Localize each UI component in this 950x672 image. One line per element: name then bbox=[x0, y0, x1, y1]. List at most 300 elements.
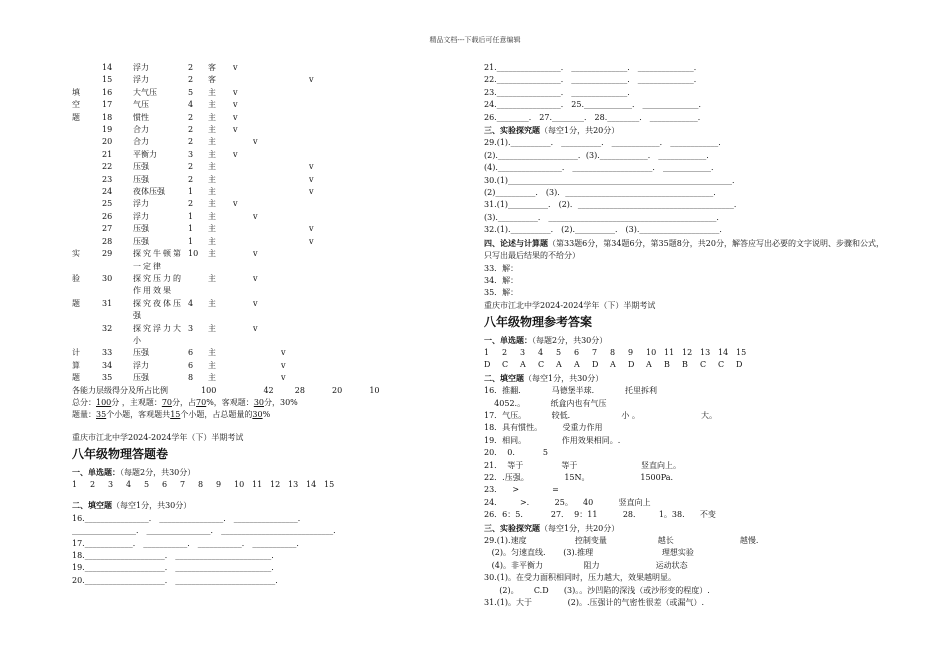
fill-line[interactable]: 24.________________． 25.____________． ______________． bbox=[484, 100, 707, 110]
answer-line: 18．具有惯性。 受重力作用 bbox=[484, 423, 603, 433]
spec-cell-num: 16 bbox=[102, 87, 113, 97]
spec-cell-pts: 2 bbox=[188, 75, 194, 85]
objective-pct: 30 bbox=[252, 410, 263, 420]
spec-cell-num: 14 bbox=[102, 63, 113, 72]
ratio-val: 42 bbox=[263, 385, 274, 395]
spec-mark-cell bbox=[233, 211, 253, 223]
answer-line: (2)。 C.D (3)。。沙凹陷的深浅（或沙形变的程度）. bbox=[484, 585, 710, 595]
spec-cell-item: 探究浮力大小 bbox=[133, 323, 183, 345]
spec-mark-cell bbox=[233, 360, 253, 372]
spec-cell-sec bbox=[72, 198, 102, 210]
exp-line[interactable]: 30.(1)________________________________________________________． bbox=[484, 175, 741, 185]
spec-cell-lvl: 主 bbox=[208, 100, 216, 110]
ratio-label: 各能力层级得分及所占比例 bbox=[72, 385, 168, 395]
spec-mark-cell: v bbox=[253, 323, 258, 333]
text: 题量： bbox=[72, 410, 96, 420]
spec-cell-pts: 2 bbox=[188, 199, 194, 209]
spec-mark-cell: v bbox=[281, 373, 286, 383]
spec-cell-num: 24 bbox=[102, 187, 113, 197]
mc-number: 4 bbox=[126, 480, 132, 489]
fill-line[interactable]: 17.____________． ___________． ___________． ___________． bbox=[72, 538, 305, 548]
spec-cell-num: 32 bbox=[102, 323, 113, 333]
spec-cell-num: 18 bbox=[102, 112, 113, 122]
mc-number: 8 bbox=[610, 347, 616, 357]
mc-answer: A bbox=[646, 360, 652, 370]
page-header: 精品文档---下载后可任意编辑 bbox=[429, 36, 521, 44]
spec-mark-cell: v bbox=[309, 224, 314, 234]
spec-row bbox=[72, 112, 339, 124]
spec-mark-cell bbox=[233, 298, 253, 323]
mc-answer: D bbox=[736, 360, 743, 370]
spec-cell-lvl: 主 bbox=[208, 298, 216, 308]
mc-answer: A bbox=[574, 360, 580, 370]
spec-row bbox=[72, 99, 339, 111]
spec-mark-cell bbox=[233, 223, 253, 235]
spec-mark-cell: v bbox=[309, 187, 314, 197]
spec-mark-cell bbox=[233, 136, 253, 148]
ratio-val: 100 bbox=[201, 385, 217, 395]
spec-cell-lvl: 主 bbox=[208, 125, 216, 135]
mc-number: 14 bbox=[718, 347, 729, 357]
spec-cell-lvl: 主 bbox=[208, 187, 216, 197]
spec-mark-cell bbox=[281, 74, 309, 86]
spec-cell-num: 31 bbox=[102, 298, 113, 308]
ratio-row bbox=[72, 385, 402, 397]
spec-mark-cell bbox=[309, 112, 339, 124]
answer-line: 24． >. 25。 40 竖直向上 bbox=[484, 497, 651, 507]
spec-cell-num: 25 bbox=[102, 199, 113, 209]
right-column bbox=[484, 62, 884, 609]
spec-mark-cell: v bbox=[309, 75, 314, 85]
mc-number: 3 bbox=[520, 347, 526, 357]
text: 分 ，主观题： bbox=[111, 397, 162, 407]
mc-number-row bbox=[72, 479, 402, 491]
answer-line: 26．6：5. 27． 9：11 28． 1。38. 不变 bbox=[484, 510, 716, 520]
spec-mark-cell bbox=[253, 99, 281, 111]
spec-mark-cell bbox=[309, 372, 339, 384]
exp-heading bbox=[484, 124, 884, 137]
spec-mark-cell: v bbox=[253, 249, 258, 259]
spec-row bbox=[72, 124, 339, 136]
spec-cell-sec bbox=[72, 174, 102, 186]
spec-row bbox=[72, 186, 339, 198]
spec-cell-item: 大气压 bbox=[133, 87, 157, 97]
mc-number: 6 bbox=[162, 480, 168, 489]
spec-cell-item: 探究压力的作用效果 bbox=[133, 273, 183, 296]
answer-line: (4)。非平衡力 阻力 运动状态 bbox=[484, 560, 688, 570]
note: （每空1分，共30分） bbox=[524, 373, 604, 383]
spec-cell-pts: 4 bbox=[188, 100, 194, 110]
spec-mark-cell bbox=[253, 149, 281, 161]
exp-line[interactable]: (2)__________． (3)．_____________________________________． bbox=[484, 188, 722, 198]
mc-answer: D bbox=[628, 360, 635, 370]
spec-mark-cell bbox=[253, 223, 281, 235]
fill-line[interactable]: 23.________________． ______________． bbox=[484, 87, 636, 97]
text: %，客观题： bbox=[206, 397, 254, 407]
spec-cell-lvl: 主 bbox=[208, 87, 216, 97]
spec-cell-sec: 题 bbox=[72, 298, 80, 308]
spec-cell-num: 17 bbox=[102, 100, 113, 110]
spec-mark-cell: v bbox=[281, 360, 286, 370]
heading: 四、论述与计算题 bbox=[484, 237, 548, 248]
spec-row bbox=[72, 62, 339, 74]
heading: 三、实验探究题 bbox=[484, 522, 540, 533]
spec-mark-cell bbox=[253, 74, 281, 86]
spec-cell-item: 压强 bbox=[133, 348, 149, 358]
fill-line[interactable]: 18.____________________． ________________________． bbox=[72, 551, 280, 561]
text: 分，30% bbox=[264, 397, 298, 407]
mc-number: 15 bbox=[736, 347, 747, 357]
spec-cell-lvl: 客 bbox=[208, 75, 216, 85]
mc-answer: B bbox=[682, 360, 688, 370]
spec-mark-cell bbox=[233, 323, 253, 348]
spec-mark-cell bbox=[281, 62, 309, 74]
spec-cell-item: 合力 bbox=[133, 125, 149, 135]
spec-cell-pts: 3 bbox=[188, 323, 194, 333]
spec-cell-item: 探究夜体压强 bbox=[133, 298, 183, 321]
spec-mark-cell: v bbox=[233, 149, 238, 159]
answer-line: 23． > = bbox=[484, 485, 559, 495]
ratio-val: 20 bbox=[332, 385, 343, 395]
answer-line: 4052.。 纸盒内也有气压 bbox=[484, 398, 607, 408]
spec-cell-lvl: 主 bbox=[208, 224, 216, 234]
note: （第33题6分，第34题6分，第35题8分，共20分，解答应写出必要的文字说明、步骤和公式，只写出最后结果的不给分） bbox=[484, 238, 884, 261]
spec-cell-pts bbox=[188, 273, 208, 298]
spec-row bbox=[72, 87, 339, 99]
spec-mark-cell bbox=[233, 236, 253, 248]
spec-cell-lvl: 主 bbox=[208, 323, 216, 333]
answer-key-title: 八年级物理参考答案 bbox=[484, 315, 593, 330]
fill-line[interactable]: 21.________________． ______________． ______________． bbox=[484, 63, 702, 72]
spec-cell-item: 夜体压强 bbox=[133, 187, 165, 197]
spec-cell-sec bbox=[72, 74, 102, 86]
spec-cell-lvl: 主 bbox=[208, 236, 216, 246]
total-line bbox=[72, 397, 402, 409]
spec-mark-cell bbox=[309, 87, 339, 99]
spec-row bbox=[72, 223, 339, 235]
spec-mark-cell: v bbox=[233, 199, 238, 209]
spec-mark-cell bbox=[309, 360, 339, 372]
count-line bbox=[72, 409, 402, 421]
mc-number: 1 bbox=[484, 347, 490, 357]
spec-cell-sec bbox=[72, 161, 102, 173]
spec-table bbox=[72, 62, 339, 385]
spec-row bbox=[72, 149, 339, 161]
spec-mark-cell: v bbox=[233, 63, 238, 72]
spec-row bbox=[72, 273, 339, 298]
spec-mark-cell bbox=[253, 124, 281, 136]
spec-cell-item: 浮力 bbox=[133, 63, 149, 72]
spec-cell-num: 22 bbox=[102, 162, 113, 172]
spec-cell-pts: 2 bbox=[188, 63, 194, 72]
text: 总分： bbox=[72, 397, 96, 407]
fill-line[interactable]: 19.____________________． ________________________． bbox=[72, 563, 280, 573]
mc-number: 7 bbox=[180, 480, 186, 489]
spec-mark-cell bbox=[281, 149, 309, 161]
spec-cell-item: 气压 bbox=[133, 100, 149, 110]
spec-cell-num: 21 bbox=[102, 149, 113, 159]
fill-line[interactable]: 16.________________． ________________． ________________． bbox=[72, 513, 306, 523]
spec-mark-cell bbox=[309, 124, 339, 136]
calc-line[interactable]: 34．解： bbox=[484, 275, 519, 285]
answer-line: 30.(1)。在受力面积相同时，压力越大，效果越明显。 bbox=[484, 573, 677, 583]
heading: 二、填空题 bbox=[484, 372, 524, 383]
fill-line[interactable]: 20.____________________． _________________________． bbox=[72, 575, 284, 585]
spec-cell-lvl: 主 bbox=[208, 211, 216, 221]
spec-row bbox=[72, 323, 339, 348]
spec-mark-cell bbox=[253, 186, 281, 198]
mc-number: 8 bbox=[198, 480, 204, 489]
spec-mark-cell bbox=[253, 112, 281, 124]
exp-line[interactable]: 31.(1)__________． (2)．_______________________________________． bbox=[484, 200, 742, 210]
ratio-val: 28 bbox=[294, 385, 305, 395]
spec-cell-sec: 题 bbox=[72, 373, 80, 383]
spec-cell-sec: 算 bbox=[72, 360, 80, 370]
spec-cell-sec bbox=[72, 211, 102, 223]
spec-cell-sec bbox=[72, 149, 102, 161]
mc-number: 2 bbox=[90, 480, 96, 489]
mc-number: 11 bbox=[664, 347, 675, 357]
heading: 二、填空题 bbox=[72, 500, 112, 511]
spec-mark-cell: v bbox=[233, 100, 238, 110]
spec-cell-sec: 实 bbox=[72, 249, 80, 259]
spec-mark-cell: v bbox=[233, 112, 238, 122]
note: （每空1分，共30分） bbox=[112, 501, 192, 511]
spec-cell-item: 探究牛顿第一定律 bbox=[133, 249, 183, 271]
answer-sheet-title: 八年级物理答题卷 bbox=[72, 447, 169, 462]
mc-heading bbox=[72, 466, 402, 479]
spec-cell-num: 30 bbox=[102, 273, 113, 283]
spec-cell-pts: 4 bbox=[188, 298, 194, 308]
spec-mark-cell bbox=[281, 136, 309, 148]
text: 个小题，客观题共 bbox=[106, 410, 171, 420]
spec-cell-item: 平衡力 bbox=[133, 149, 157, 159]
spec-cell-pts: 6 bbox=[188, 360, 194, 370]
calc-heading bbox=[484, 237, 884, 263]
calc-line[interactable]: 33．解： bbox=[484, 263, 519, 273]
spec-mark-cell: v bbox=[253, 298, 258, 308]
answer-line: 21． 等于 等于 竖直向上。 bbox=[484, 460, 681, 470]
spec-mark-cell bbox=[281, 223, 309, 235]
heading: 一、单选题： bbox=[484, 334, 532, 345]
mc-number: 12 bbox=[682, 347, 693, 357]
spec-cell-num: 15 bbox=[102, 75, 113, 85]
spec-cell-pts: 2 bbox=[188, 125, 194, 135]
school-name: 重庆市江北中学2024-2024学年（下）半期考试 bbox=[484, 300, 656, 310]
calc-line[interactable]: 35．解： bbox=[484, 288, 519, 298]
spec-cell-pts: 2 bbox=[188, 162, 194, 172]
mc-answer: A bbox=[610, 360, 616, 370]
spec-cell-sec bbox=[72, 223, 102, 235]
spec-mark-cell bbox=[309, 198, 339, 210]
spec-cell-lvl: 主 bbox=[208, 373, 216, 383]
spec-mark-cell bbox=[309, 273, 339, 298]
exp-line[interactable]: (4).________________． ____________________． ____________． bbox=[484, 163, 719, 173]
spec-row bbox=[72, 161, 339, 173]
mc-number: 12 bbox=[270, 480, 281, 489]
fill-line[interactable]: ________________． ________________． ____________________________． bbox=[72, 526, 342, 536]
mc-number: 10 bbox=[646, 347, 657, 357]
spec-mark-cell bbox=[233, 74, 253, 86]
spec-mark-cell bbox=[281, 174, 309, 186]
spec-cell-pts: 6 bbox=[188, 348, 194, 358]
spec-row bbox=[72, 236, 339, 248]
spec-mark-cell bbox=[281, 124, 309, 136]
note: （每空1分，共20分） bbox=[540, 126, 620, 136]
spec-mark-cell bbox=[309, 211, 339, 223]
spec-mark-cell bbox=[253, 360, 281, 372]
spec-cell-pts: 8 bbox=[188, 373, 194, 383]
spec-cell-item: 压强 bbox=[133, 174, 149, 184]
spec-mark-cell bbox=[233, 372, 253, 384]
spec-cell-num: 34 bbox=[102, 360, 113, 370]
spec-cell-item: 浮力 bbox=[133, 75, 149, 85]
text: 分，占 bbox=[172, 397, 197, 407]
spec-mark-cell bbox=[253, 87, 281, 99]
text: % bbox=[262, 410, 271, 420]
spec-cell-lvl: 主 bbox=[208, 249, 216, 259]
spec-cell-item: 压强 bbox=[133, 373, 149, 383]
note: （每空1分，共20分） bbox=[540, 523, 620, 533]
spec-cell-lvl: 主 bbox=[208, 149, 216, 159]
mc-number: 13 bbox=[288, 480, 299, 489]
mc-number: 5 bbox=[556, 347, 562, 357]
subjective-score: 70 bbox=[161, 397, 173, 407]
spec-mark-cell bbox=[309, 99, 339, 111]
mc-number-row bbox=[484, 347, 884, 359]
spec-row bbox=[72, 211, 339, 223]
exp-line[interactable]: 29.(1).__________． __________． ____________． ____________． bbox=[484, 138, 727, 148]
exp-line[interactable]: (3).__________． __________________________________________． bbox=[484, 212, 725, 222]
note: （每题2分，共30分） bbox=[532, 335, 608, 345]
mc-number: 1 bbox=[72, 480, 78, 489]
spec-mark-cell bbox=[281, 99, 309, 111]
spec-cell-sec: 空 bbox=[72, 100, 80, 110]
spec-cell-pts: 2 bbox=[188, 137, 194, 147]
heading: 三、实验探究题 bbox=[484, 125, 540, 136]
spec-cell-num: 27 bbox=[102, 224, 113, 234]
mc-answer: B bbox=[664, 360, 670, 370]
subjective-pct: 70 bbox=[196, 397, 207, 407]
spec-cell-pts: 10 bbox=[188, 249, 199, 259]
spec-mark-cell: v bbox=[253, 137, 258, 147]
spec-mark-cell bbox=[253, 372, 281, 384]
spec-cell-num: 26 bbox=[102, 211, 113, 221]
spec-cell-pts: 5 bbox=[188, 87, 194, 97]
spec-row bbox=[72, 198, 339, 210]
mc-number: 10 bbox=[234, 480, 245, 489]
fill-line[interactable]: 26.________． 27.________． 28.________． ____________． bbox=[484, 112, 706, 122]
spec-cell-num: 20 bbox=[102, 137, 113, 147]
spec-row bbox=[72, 298, 339, 323]
fill-line[interactable]: 22.________________． ______________． ______________． bbox=[484, 75, 702, 85]
spec-cell-lvl: 主 bbox=[208, 273, 216, 283]
exp-heading bbox=[484, 522, 884, 535]
note: （每题2分，共30分） bbox=[120, 467, 196, 477]
spec-cell-lvl: 主 bbox=[208, 199, 216, 209]
spec-cell-pts: 2 bbox=[188, 174, 194, 184]
spec-mark-cell bbox=[309, 323, 339, 348]
spec-row bbox=[72, 372, 339, 384]
spec-cell-num: 33 bbox=[102, 348, 113, 358]
spec-cell-pts: 1 bbox=[188, 211, 194, 221]
mc-number: 7 bbox=[592, 347, 598, 357]
spec-mark-cell bbox=[233, 248, 253, 273]
spec-cell-item: 合力 bbox=[133, 137, 149, 147]
answer-line: (2)。匀速直线. (3).推理 理想实验 bbox=[484, 548, 694, 558]
spec-cell-sec bbox=[72, 236, 102, 248]
spec-mark-cell bbox=[309, 248, 339, 273]
spec-mark-cell: v bbox=[233, 87, 238, 97]
spec-cell-pts: 3 bbox=[188, 149, 194, 159]
spec-mark-cell: v bbox=[233, 125, 238, 135]
spec-mark-cell bbox=[281, 273, 309, 298]
spec-mark-cell bbox=[233, 174, 253, 186]
spec-mark-cell: v bbox=[309, 162, 314, 172]
spec-cell-lvl: 主 bbox=[208, 137, 216, 147]
answer-line: 20． 0. 5 bbox=[484, 448, 548, 458]
mc-number: 9 bbox=[628, 347, 634, 357]
text: 个小题，占总题量的 bbox=[180, 410, 253, 420]
spec-cell-lvl: 主 bbox=[208, 360, 216, 370]
mc-number: 9 bbox=[216, 480, 222, 489]
spec-cell-item: 压强 bbox=[133, 236, 149, 246]
mc-number: 15 bbox=[324, 480, 335, 489]
objective-score: 30 bbox=[253, 397, 264, 407]
mc-answer: D bbox=[484, 360, 491, 370]
spec-mark-cell bbox=[233, 273, 253, 298]
answer-line: 31.(1)。大于 (2)。.压强计的气密性很差（或漏气）. bbox=[484, 598, 705, 608]
spec-cell-item: 浮力 bbox=[133, 211, 149, 221]
mc-number: 3 bbox=[108, 480, 114, 489]
spec-mark-cell: v bbox=[253, 211, 258, 221]
spec-mark-cell bbox=[281, 87, 309, 99]
spec-cell-num: 23 bbox=[102, 174, 113, 184]
spec-mark-cell bbox=[253, 62, 281, 74]
spec-cell-num: 19 bbox=[102, 125, 113, 135]
answer-line: 22．.压强。 15N。 1500Pa. bbox=[484, 473, 674, 482]
spec-mark-cell bbox=[281, 248, 309, 273]
spec-row bbox=[72, 360, 339, 372]
spec-cell-pts: 2 bbox=[188, 112, 194, 122]
spec-row bbox=[72, 248, 339, 273]
fill-heading bbox=[484, 372, 884, 385]
mc-answer: C bbox=[502, 360, 509, 370]
mc-answer-row bbox=[484, 359, 884, 371]
mc-answer: A bbox=[520, 360, 526, 370]
spec-cell-item: 浮力 bbox=[133, 199, 149, 209]
spec-cell-sec: 计 bbox=[72, 348, 80, 358]
spec-cell-item: 惯性 bbox=[133, 112, 149, 122]
spec-mark-cell bbox=[281, 112, 309, 124]
spec-cell-lvl: 主 bbox=[208, 162, 216, 172]
spec-mark-cell bbox=[281, 161, 309, 173]
answer-line: 19．相同。 作用效果相同。. bbox=[484, 435, 621, 445]
exp-line[interactable]: (2).____________________．(3).____________． ____________． bbox=[484, 150, 715, 160]
spec-cell-pts: 1 bbox=[188, 236, 194, 246]
spec-cell-lvl: 主 bbox=[208, 348, 216, 358]
spec-row bbox=[72, 136, 339, 148]
spec-cell-pts: 1 bbox=[188, 224, 194, 234]
mc-number: 11 bbox=[252, 480, 263, 489]
spec-cell-lvl: 客 bbox=[208, 63, 216, 72]
answer-line: 29.(1).速度 控制变量 越长 越慢. bbox=[484, 536, 759, 546]
spec-cell-num: 35 bbox=[102, 373, 113, 383]
exp-line[interactable]: 32.(1).__________． (2).__________． (3).____________________． bbox=[484, 225, 728, 235]
spec-mark-cell bbox=[253, 198, 281, 210]
spec-mark-cell bbox=[233, 161, 253, 173]
answer-line: 17．气压。 较低． 小 。 大。 bbox=[484, 410, 717, 420]
